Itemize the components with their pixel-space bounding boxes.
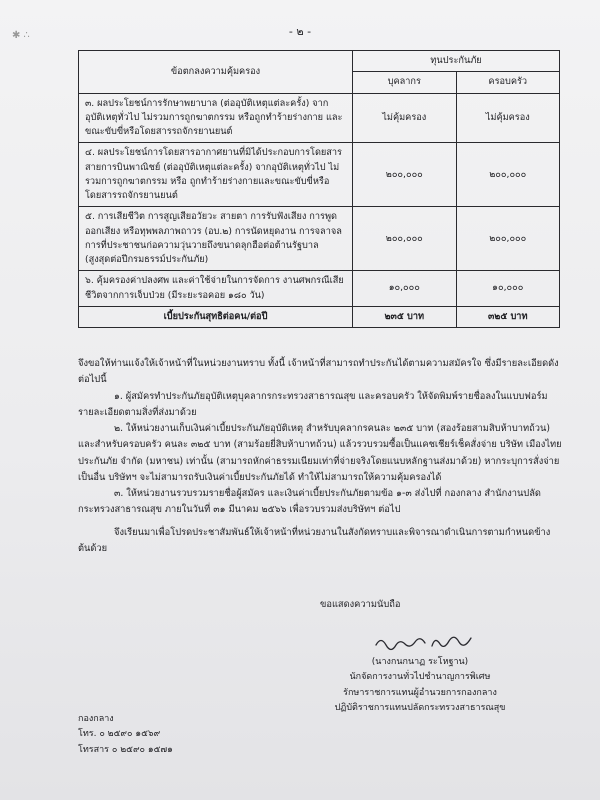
row-family: ๒๐๐,๐๐๐ bbox=[456, 143, 559, 207]
table-row bbox=[79, 143, 560, 207]
item-1: ๑. ผู้สมัครทำประกันภัยอุบัติเหตุบุคลากรกระทรวงสาธารณสุข และครอบครัว ให้จัดพิมพ์รายชื่อลงในแบบฟอร์ม รายละเอียดตามสิ่งที่ส่งมาด้วย bbox=[78, 390, 548, 418]
margin-scribble-icon: ✱ ∴ bbox=[12, 30, 30, 41]
request-paragraph: จึงขอให้ท่านแจ้งให้เจ้าหน้าที่ในหน่วยงานทราบ ทั้งนี้ เจ้าหน้าที่สามารถทำประกันได้ตามความสมัครใจ ซึ่งมีรายละเอียดดังต่อไปนี้ bbox=[78, 358, 559, 386]
contact-block bbox=[78, 712, 173, 758]
item-2: ๒. ให้หน่วยงานเก็บเงินค่าเบี้ยประกันภัยอุบัติเหตุ สำหรับบุคลากรคนละ ๒๓๕ บาท (สองร้อยสามสิบห้าบาทถ้วน) และสำหรับครอบครัว คนละ ๓๒๕ บาท (สามร้อยยี่สิบห้าบาทถ้วน) แล้วรวบรวมซื้อเป็นแคชเชียร์เช็คสั่งจ่าย บริษัท เมืองไทยประกันภัย จำกัด (มหาชน) เท่านั้น (สามารถหักค่าธรรมเนียมเท่าที่จ่ายจริงโดยแนบหลักฐานส่งมาด้วย) หากระบุการสั่งจ่ายเป็นอื่น บริษัทฯ จะไม่สามารถรับเงินค่าเบี้ยประกันภัยได้ ทำให้ไม่สามารถให้ความคุ้มครองได้ bbox=[78, 423, 562, 483]
page-number: - ๒ - bbox=[288, 25, 312, 38]
premium-label: เบี้ยประกันสุทธิต่อคน/ต่อปี bbox=[79, 306, 353, 327]
row-family: ไม่คุ้มครอง bbox=[456, 93, 559, 143]
premium-family: ๓๒๕ บาท bbox=[456, 306, 559, 327]
header-family: ครอบครัว bbox=[456, 72, 559, 93]
header-sum-insured: ทุนประกันภัย bbox=[353, 51, 560, 72]
signer-acting-2: ปฏิบัติราชการแทนปลัดกระทรวงสาธารณสุข bbox=[334, 702, 506, 713]
row-family: ๒๐๐,๐๐๐ bbox=[456, 207, 559, 271]
signer-position: นักจัดการงานทั่วไปชำนาญการพิเศษ bbox=[349, 672, 491, 683]
row-desc: ๔. ผลประโยชน์การโดยสารอากาศยานที่มิได้ประกอบการโดยสารสายการบินพาณิชย์ (ต่ออุบัติเหตุแต่ละครั้ง) จากอุบัติเหตุทั่วไป ไม่รวมการถูกฆาตกรรม หรือ ถูกทำร้ายร่างกายและขณะขับขี่หรือโดยสารรถจักรยานยนต์ bbox=[79, 143, 353, 207]
header-coverage: ข้อตกลงความคุ้มครอง bbox=[79, 51, 353, 94]
row-desc: ๕. การเสียชีวิต การสูญเสียอวัยวะ สายตา การรับฟังเสียง การพูดออกเสียง หรือทุพพลภาพถาวร (อบ.๒) การนัดหยุดงาน การจลาจล การที่ประชาชนก่อความวุ่นวายถึงขนาดลุกฮือต่อต้านรัฐบาล (สูงสุดต่อปีกรมธรรม์ประกันภัย) bbox=[79, 207, 353, 271]
table-row bbox=[79, 271, 560, 307]
row-personnel: ไม่คุ้มครอง bbox=[353, 93, 456, 143]
row-personnel: ๒๐๐,๐๐๐ bbox=[353, 207, 456, 271]
table-row bbox=[79, 207, 560, 271]
row-desc: ๖. คุ้มครองค่าปลงศพ และค่าใช้จ่ายในการจัดการ งานศพกรณีเสียชีวิตจากการเจ็บป่วย (มีระยะรอคอย ๑๘๐ วัน) bbox=[79, 271, 353, 307]
handwritten-signature bbox=[372, 630, 492, 654]
row-desc: ๓. ผลประโยชน์การรักษาพยาบาล (ต่ออุบัติเหตุแต่ละครั้ง) จากอุบัติเหตุทั่วไป ไม่รวมการถูกฆาตกรรม หรือถูกทำร้ายร่างกาย และขณะขับขี่หรือโดยสารรถจักรยานยนต์ bbox=[79, 93, 353, 143]
conclusion-paragraph: จึงเรียนมาเพื่อโปรดประชาสัมพันธ์ให้เจ้าหน้าที่หน่วยงานในสังกัดทราบและพิจารณาดำเนินการตามกำหนดข้างต้นด้วย bbox=[78, 526, 551, 554]
table-row bbox=[79, 93, 560, 143]
row-personnel: ๒๐๐,๐๐๐ bbox=[353, 143, 456, 207]
phone-number: โทร. ๐ ๒๕๙๐ ๑๕๖๙ bbox=[78, 729, 161, 740]
fax-number: โทรสาร ๐ ๒๕๙๐ ๑๕๗๑ bbox=[78, 744, 173, 755]
signer-block bbox=[270, 655, 570, 716]
header-personnel: บุคลากร bbox=[353, 72, 456, 93]
closing-phrase: ขอแสดงความนับถือ bbox=[320, 599, 401, 610]
coverage-table bbox=[78, 50, 560, 328]
row-personnel: ๑๐,๐๐๐ bbox=[353, 271, 456, 307]
premium-row bbox=[79, 306, 560, 327]
signer-name: (นางกนกนาฏ ระโหฐาน) bbox=[371, 657, 469, 667]
row-family: ๑๐,๐๐๐ bbox=[456, 271, 559, 307]
table-header-row bbox=[79, 51, 560, 72]
signer-acting: รักษาราชการแทนผู้อำนวยการกองกลาง bbox=[343, 687, 497, 698]
body-text bbox=[78, 356, 562, 557]
premium-personnel: ๒๓๕ บาท bbox=[353, 306, 456, 327]
division-name: กองกลาง bbox=[78, 714, 114, 724]
item-3: ๓. ให้หน่วยงานรวบรวมรายชื่อผู้สมัคร และเงินค่าเบี้ยประกันภัยตามข้อ ๑-๓ ส่งไปที่ กองกลาง สำนักงานปลัดกระทรวงสาธารณสุข ภายในวันที่ ๓๑ มีนาคม ๒๕๖๖ เพื่อรวบรวมส่งบริษัทฯ ต่อไป bbox=[78, 488, 541, 516]
